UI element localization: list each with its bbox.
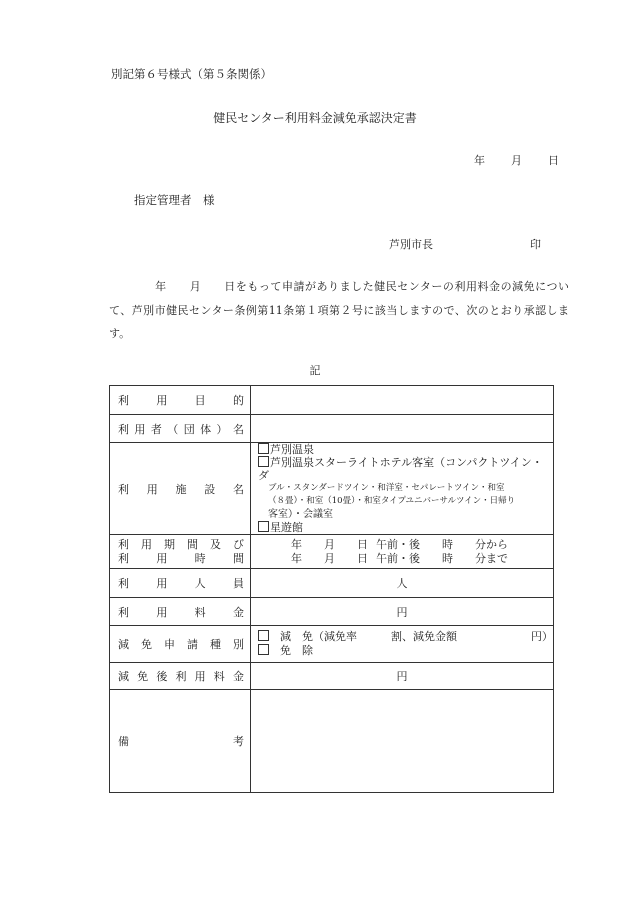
label-char: 申 [164,638,175,651]
issue-date-line [474,152,559,168]
fee-input-cell[interactable] [251,598,554,626]
date-month-label: 月 [511,154,522,167]
label-char: 免 [141,638,152,651]
row-purpose [110,386,554,415]
reduction-option-partial[interactable] [258,630,553,644]
reduction-rate-label: 減 免（減免率 [280,630,357,643]
body-paragraph [109,275,569,346]
after-fee-label-cell [110,663,251,690]
facility-option-hotel-detail: ブル・スタンダードツイン・和洋室・セパレートツイン・和室 [268,483,505,493]
row-facility [110,443,554,535]
people-input-cell[interactable] [251,569,554,598]
people-label-cell [110,569,251,598]
label-char: 用 [194,670,206,683]
row-user [110,415,554,443]
label-char: 施 [175,482,187,496]
label-char: 利 [175,670,187,683]
label-char: 体 [200,422,212,436]
period-month-label: 月 [324,537,335,551]
period-year-label: 年 [291,537,302,551]
label-char: 員 [232,577,244,590]
after-fee-unit: 円 [396,670,408,683]
application-form-table [109,385,554,793]
label-char: 設 [204,482,216,496]
purpose-label-cell [110,386,251,415]
purpose-label [118,392,244,408]
label-char: 免 [137,670,149,683]
period-day-label: 日 [357,537,368,551]
label-char: 備 [118,735,129,748]
label-char: 名 [232,422,244,436]
facility-option-onsen[interactable] [258,443,553,456]
label-char: 後 [156,670,168,683]
label-char: 団 [183,422,195,436]
label-char: （ [167,422,179,436]
checkbox[interactable] [258,521,269,532]
form-number-label: 別記第６号様式（第５条関係） [111,67,272,81]
remarks-label-cell [110,690,251,793]
label-char: 別 [233,638,244,651]
people-label [118,575,244,591]
label-char: 者 [150,422,162,436]
period-ampm-label: 午前・後 [376,551,420,565]
label-char: 期 [164,537,175,551]
label-char: 減 [118,638,129,651]
fee-label-cell [110,598,251,626]
label-char: 金 [232,605,244,619]
reduction-type-label [118,636,244,652]
period-from-line [251,538,553,552]
body-text: 年 月 日をもって申請がありました健民センターの利用料金の減免について、芦別市健民センター条例第11条第１項第２号に該当しますので、次のとおり承認します。 [109,280,569,340]
user-label [118,421,244,437]
facility-option-hotel-detail: （８畳）・和室（10畳）・和室タイプユニバーサルツイン・日帰り [268,496,516,506]
period-label-line-2 [118,552,244,566]
period-ampm-label: 午前・後 [376,537,420,551]
label-char: 料 [194,605,206,619]
label-char: 用 [156,551,168,565]
label-char: 的 [232,394,244,407]
period-label-line-1 [118,538,244,552]
facility-label [118,481,244,497]
facility-option-label: 芦別温泉スターライトホテル客室（コンパクトツイン・ダ [258,456,543,482]
label-char: 目 [194,394,206,407]
reduction-type-cell [251,626,554,663]
label-char: 利 [118,551,129,565]
label-char: 用 [156,394,168,407]
purpose-input-cell[interactable] [251,386,554,415]
date-day-label: 日 [548,154,559,167]
label-char: 料 [213,670,225,683]
period-month-label: 月 [324,551,335,565]
label-char: 利 [118,394,129,407]
period-day-label: 日 [357,551,368,565]
period-input-cell[interactable] [251,535,554,569]
row-period [110,535,554,569]
checkbox[interactable] [258,456,269,467]
document-title: 健民センター利用料金減免承認決定書 [213,111,417,125]
reduction-option-exempt[interactable] [258,644,553,658]
remarks-label [118,733,244,749]
reduction-type-label-cell [110,626,251,663]
label-char: 用 [134,422,146,436]
label-char: 考 [233,735,244,748]
label-char: 利 [118,605,129,619]
date-year-label: 年 [474,154,485,167]
facility-label-cell [110,443,251,535]
issuer-name: 芦別市長 [389,238,433,251]
label-char: 利 [118,422,129,436]
after-fee-input-cell[interactable] [251,663,554,690]
exemption-label: 免 除 [280,644,313,657]
label-char: 間 [232,551,244,565]
user-label-cell [110,415,251,443]
addressee: 指定管理者 様 [134,193,215,207]
fee-label [118,604,244,620]
label-char: 用 [141,537,152,551]
row-people [110,569,554,598]
label-char: び [233,537,244,551]
row-fee [110,598,554,626]
facility-option-hotel[interactable] [258,456,553,482]
period-year-label: 年 [291,551,302,565]
ki-heading: 記 [309,364,321,377]
label-char: 人 [194,577,206,590]
period-label-cell [110,535,251,569]
label-char: 利 [118,537,129,551]
row-reduction-type [110,626,554,663]
label-char: 金 [232,670,244,683]
remarks-input-cell[interactable] [251,690,554,793]
checkbox[interactable] [258,443,269,454]
period-minute-label: 分から [475,537,508,551]
period-to-line [251,552,553,566]
facility-option-hotel-detail: 客室）・会議室 [268,509,333,520]
checkbox[interactable] [258,630,269,641]
label-char: 名 [233,482,244,496]
reduction-amount-label: 割、減免金額 [391,630,457,643]
label-char: 間 [187,537,198,551]
label-char: ） [216,422,228,436]
label-char: 用 [156,605,168,619]
checkbox[interactable] [258,644,269,655]
user-input-cell[interactable] [251,415,554,443]
row-remarks [110,690,554,793]
label-char: 利 [118,482,129,496]
label-char: 利 [118,577,129,590]
fee-unit: 円 [396,605,408,619]
issuer-seal-mark: 印 [530,238,541,251]
facility-options-cell [251,443,554,535]
facility-option-seiyukan[interactable] [258,521,553,534]
label-char: 請 [187,638,198,651]
row-after-fee [110,663,554,690]
facility-option-label: 星遊館 [270,521,303,534]
label-char: 及 [210,537,221,551]
label-char: 時 [194,551,206,565]
facility-option-label: 芦別温泉 [270,443,314,456]
label-char: 種 [210,638,221,651]
label-char: 用 [146,482,158,496]
label-char: 用 [156,577,168,590]
period-minute-label: 分まで [475,551,508,565]
after-fee-label [118,668,244,684]
label-char: 減 [118,670,129,683]
people-unit: 人 [396,577,408,590]
period-hour-label: 時 [442,551,453,565]
period-hour-label: 時 [442,537,453,551]
reduction-amount-unit: 円） [531,630,553,643]
